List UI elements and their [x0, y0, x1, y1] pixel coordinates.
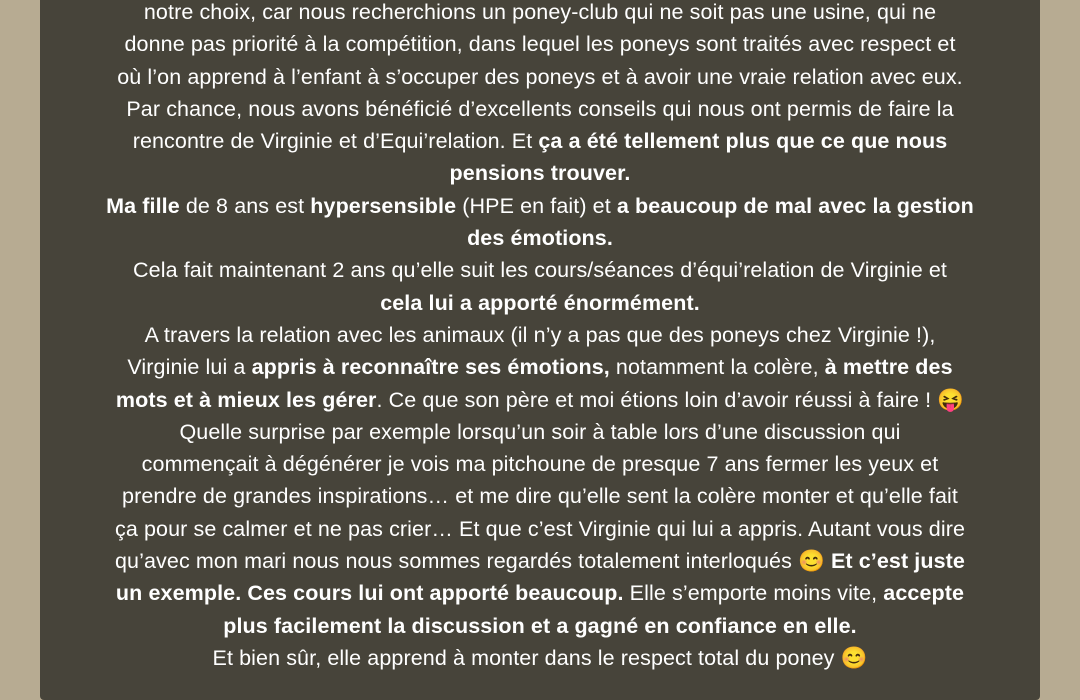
text-segment: notre choix, car nous recherchions un poney-club qui ne soit pas une usine, qui ne	[143, 0, 937, 24]
text-line	[40, 157, 1040, 189]
text-line	[40, 480, 1040, 512]
text-line	[40, 61, 1040, 93]
text-segment: (HPE en fait) et	[456, 193, 617, 218]
text-line	[40, 190, 1040, 222]
text-segment: Quelle surprise par exemple lorsqu’un soir à table lors d’une discussion qui	[179, 419, 901, 444]
text-segment: rencontre de Virginie et d’Equi’relation. Et	[132, 129, 539, 154]
text-segment: Et bien sûr, elle apprend à monter dans le respect total du poney 😊	[212, 645, 868, 670]
bold-text: ça a été tellement plus que ce que nous	[538, 129, 948, 154]
text-line	[40, 384, 1040, 416]
text-segment: Cela fait maintenant 2 ans qu’elle suit les cours/séances d’équi’relation de Virginie et	[133, 258, 947, 283]
text-segment: donne pas priorité à la compétition, dans lequel les poneys sont traités avec respect et	[124, 32, 956, 57]
text-segment: où l’on apprend à l’enfant à s’occuper des poneys et à avoir une vraie relation avec eux.	[117, 64, 963, 89]
bold-text: mots et à mieux les gérer	[115, 387, 377, 412]
text-line	[40, 254, 1040, 286]
text-line	[40, 545, 1040, 577]
bold-text: à mettre des	[824, 355, 953, 380]
bold-text: a beaucoup de mal avec la gestion	[616, 193, 974, 218]
text-line	[40, 610, 1040, 642]
text-segment: notamment la colère,	[609, 355, 825, 380]
text-line	[40, 0, 1040, 28]
bold-text: des émotions.	[467, 226, 613, 251]
bold-text: accepte	[883, 581, 965, 606]
bold-text: Et c’est juste	[830, 549, 965, 574]
text-segment: prendre de grandes inspirations… et me dire qu’elle sent la colère monter et qu’elle fait	[122, 484, 958, 509]
testimonial-text	[40, 0, 1040, 674]
text-line	[40, 125, 1040, 157]
text-line	[40, 319, 1040, 351]
text-segment: commençait à dégénérer je vois ma pitchoune de presque 7 ans fermer les yeux et	[141, 452, 939, 477]
bold-text: plus facilement la discussion et a gagné en confiance en elle.	[223, 613, 857, 638]
bold-text: appris à reconnaître ses émotions,	[251, 355, 610, 380]
text-segment: . Ce que son père et moi étions loin d’avoir réussi à faire ! 😝	[376, 387, 965, 412]
text-segment: Virginie lui a	[127, 355, 252, 380]
text-segment: A travers la relation avec les animaux (il n’y a pas que des poneys chez Virginie !),	[144, 322, 936, 347]
text-line	[40, 642, 1040, 674]
bold-text: hypersensible	[310, 193, 457, 218]
text-segment: ça pour se calmer et ne pas crier… Et que c’est Virginie qui lui a appris. Autant vous dire	[114, 516, 966, 541]
text-line	[40, 287, 1040, 319]
text-segment: qu’avec mon mari nous nous sommes regardés totalement interloqués 😊	[115, 549, 831, 574]
text-segment: Par chance, nous avons bénéficié d’excellents conseils qui nous ont permis de faire la	[126, 96, 954, 121]
bold-text: pensions trouver.	[449, 161, 631, 186]
text-segment: Elle s’emporte moins vite,	[623, 581, 884, 606]
text-line	[40, 93, 1040, 125]
text-line	[40, 448, 1040, 480]
text-segment: de 8 ans est	[179, 193, 311, 218]
text-line	[40, 577, 1040, 609]
text-line	[40, 416, 1040, 448]
text-line	[40, 351, 1040, 383]
bold-text: un exemple. Ces cours lui ont apporté beaucoup.	[115, 581, 624, 606]
text-line	[40, 222, 1040, 254]
text-line	[40, 513, 1040, 545]
bold-text: cela lui a apporté énormément.	[380, 290, 700, 315]
text-line	[40, 28, 1040, 60]
bold-text: Ma fille	[106, 193, 180, 218]
